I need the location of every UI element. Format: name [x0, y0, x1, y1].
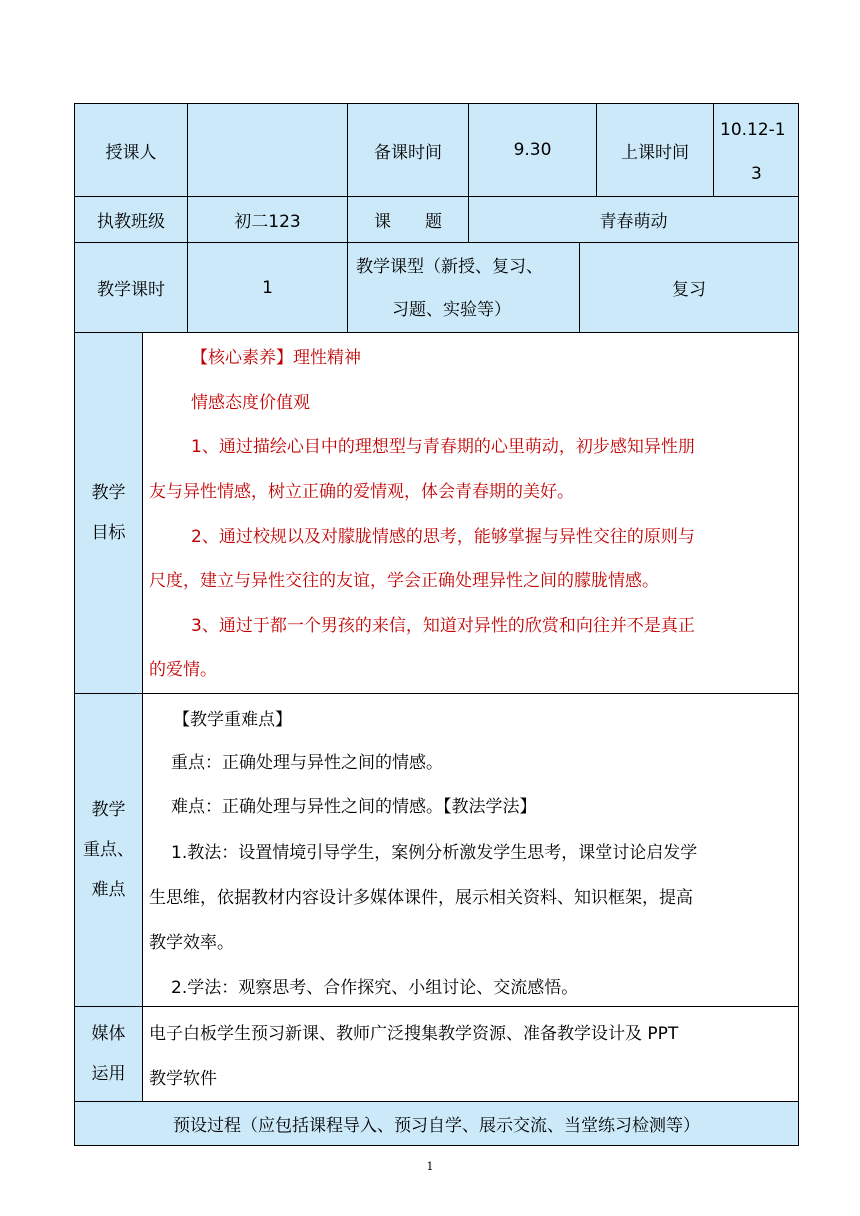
prep-time-label-cell — [347, 103, 468, 196]
media-content-cell — [142, 1006, 799, 1101]
process-header-cell — [74, 1101, 799, 1146]
prep-time-value: 9.30 — [513, 140, 552, 160]
teacher-label-cell — [74, 103, 187, 196]
class-value-cell — [187, 196, 347, 242]
prep-time-label: 备课时间 — [374, 142, 442, 163]
class-time-value-line1: 10.12-1 — [720, 120, 786, 140]
keypoints-line-3: 1.教法：设置情境引导学生，案例分析激发学生思考，课堂讨论启发学 — [171, 843, 698, 863]
media-line-1: 教学软件 — [149, 1069, 217, 1089]
page-number: 1 — [426, 1160, 434, 1173]
keypoints-line-0: 【教学重难点】 — [173, 710, 292, 730]
keypoints-line-5: 教学效率。 — [149, 933, 234, 953]
hours-value-cell — [187, 242, 347, 332]
lesson-type-label-line2: 习题、实验等） — [392, 300, 511, 320]
prep-time-value-cell — [468, 103, 596, 196]
lesson-type-value-cell — [579, 242, 799, 332]
lesson-type-label-line1: 教学课型（新授、复习、 — [356, 257, 543, 277]
class-time-value-cell — [713, 103, 799, 196]
teacher-value-cell — [187, 103, 347, 196]
class-label: 执教班级 — [97, 212, 165, 232]
class-value: 初二123 — [234, 212, 301, 232]
hours-label-cell — [74, 242, 187, 332]
media-label-line2: 运用 — [91, 1064, 126, 1084]
goals-line-2: 1、通过描绘心目中的理想型与青春期的心里萌动，初步感知异性朋 — [191, 437, 695, 457]
keypoints-label-line3: 难点 — [91, 880, 126, 900]
keypoints-line-1: 重点：正确处理与异性之间的情感。 — [171, 753, 443, 773]
goals-label-cell — [74, 332, 142, 693]
topic-value: 青春萌动 — [599, 212, 668, 232]
media-label-cell — [74, 1006, 142, 1101]
keypoints-label-line2: 重点、 — [83, 840, 134, 860]
teacher-label: 授课人 — [105, 142, 157, 163]
lesson-type-value: 复习 — [672, 280, 706, 300]
hours-value: 1 — [262, 277, 273, 298]
goals-line-6: 3、通过于都一个男孩的来信，知道对异性的欣赏和向往并不是真正 — [191, 616, 695, 636]
keypoints-label-line1: 教学 — [91, 800, 126, 820]
goals-line-3: 友与异性情感，树立正确的爱情观，体会青春期的美好。 — [149, 482, 574, 502]
hours-label: 教学课时 — [97, 280, 165, 300]
goals-line-7: 的爱情。 — [149, 660, 217, 680]
topic-value-cell — [468, 196, 799, 242]
goals-label-line2: 目标 — [91, 523, 126, 543]
keypoints-line-4: 生思维，依据教材内容设计多媒体课件，展示相关资料、知识框架，提高 — [149, 888, 693, 908]
media-line-0: 电子白板学生预习新课、教师广泛搜集教学资源、准备教学设计及 PPT — [149, 1024, 679, 1044]
class-time-label: 上课时间 — [621, 142, 689, 163]
class-time-value-line2: 3 — [751, 164, 762, 184]
topic-label: 课 题 — [374, 212, 442, 232]
goals-line-4: 2、通过校规以及对朦胧情感的思考，能够掌握与异性交往的原则与 — [191, 527, 695, 547]
lesson-type-label-cell — [347, 242, 579, 332]
keypoints-line-6: 2.学法：观察思考、合作探究、小组讨论、交流感悟。 — [171, 978, 579, 998]
keypoints-content-cell — [142, 693, 799, 1006]
keypoints-label-cell — [74, 693, 142, 1006]
topic-label-cell — [347, 196, 468, 242]
goals-content-cell — [142, 332, 799, 693]
media-label-line1: 媒体 — [91, 1024, 126, 1044]
goals-line-5: 尺度，建立与异性交往的友谊，学会正确处理异性之间的朦胧情感。 — [149, 571, 659, 591]
goals-line-0: 【核心素养】理性精神 — [191, 348, 361, 368]
keypoints-line-2: 难点：正确处理与异性之间的情感。【教法学法】 — [171, 797, 537, 817]
goals-label-line1: 教学 — [91, 483, 126, 503]
class-label-cell — [74, 196, 187, 242]
process-header: 预设过程（应包括课程导入、预习自学、展示交流、当堂练习检测等） — [173, 1116, 700, 1136]
goals-line-1: 情感态度价值观 — [191, 393, 310, 413]
class-time-label-cell — [596, 103, 713, 196]
